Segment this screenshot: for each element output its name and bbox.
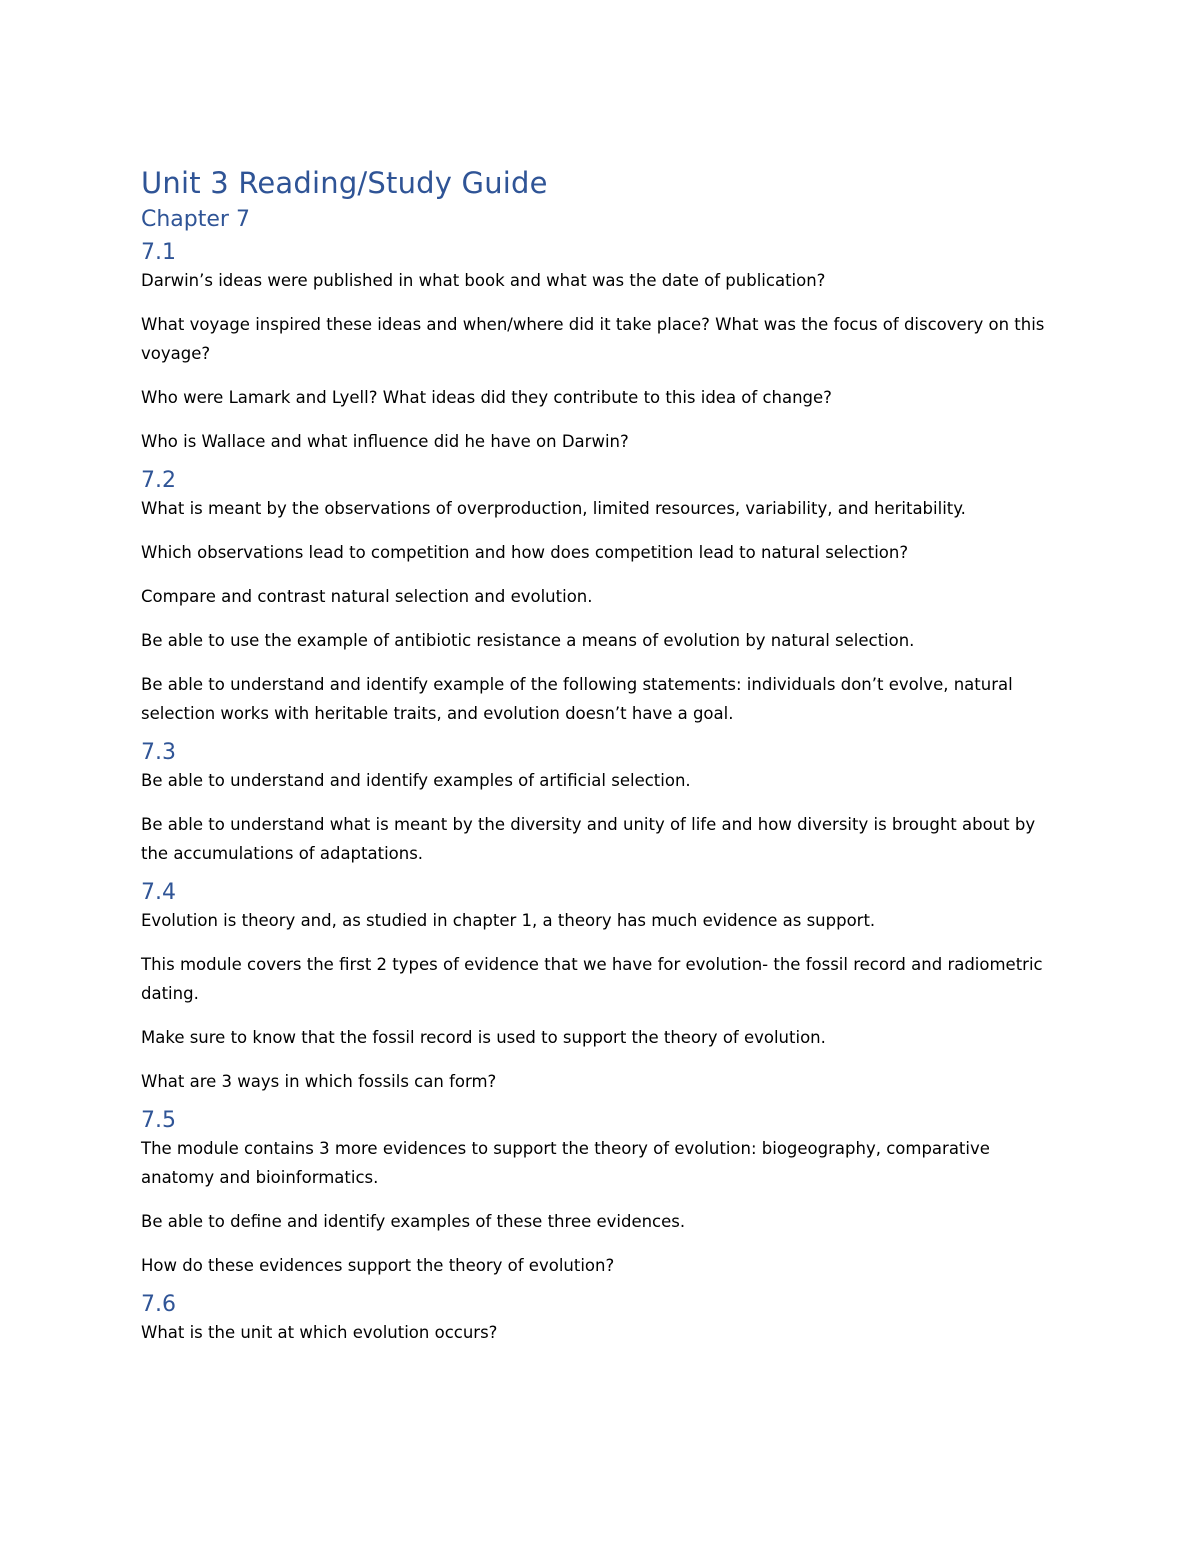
question-paragraph: What is meant by the observations of overproduction, limited resources, variability, and heritability. xyxy=(141,499,966,518)
section-heading: 7.6 xyxy=(141,1292,176,1317)
question-paragraph: What is the unit at which evolution occurs? xyxy=(141,1323,498,1342)
document-page xyxy=(141,165,1066,1348)
section-heading: 7.1 xyxy=(141,240,176,265)
question-paragraph: Be able to define and identify examples of these three evidences. xyxy=(141,1211,686,1231)
question-paragraph: Be able to use the example of antibiotic resistance a means of evolution by natural selection. xyxy=(141,631,915,650)
section-heading: 7.4 xyxy=(141,880,176,905)
section-heading: 7.2 xyxy=(141,468,176,493)
section-7-2 xyxy=(141,467,1066,728)
question-paragraph: Be able to understand and identify example of the following statements: individuals don’t evolve, natural selection works with heritable traits, and evolution doesn’t have a goal. xyxy=(141,675,1013,723)
question-paragraph: Who is Wallace and what influence did he have on Darwin? xyxy=(141,431,629,451)
section-7-3 xyxy=(141,739,1066,868)
question-paragraph: Make sure to know that the fossil record is used to support the theory of evolution. xyxy=(141,1027,826,1047)
question-paragraph: Be able to understand and identify examples of artificial selection. xyxy=(141,771,691,790)
question-paragraph: How do these evidences support the theory of evolution? xyxy=(141,1255,615,1275)
question-paragraph: What voyage inspired these ideas and when/where did it take place? What was the focus of discovery on this voyage? xyxy=(141,315,1045,363)
question-paragraph: Be able to understand what is meant by the diversity and unity of life and how diversity is brought about by the accumulations of adaptations. xyxy=(141,815,1036,863)
question-paragraph: Darwin’s ideas were published in what book and what was the date of publication? xyxy=(141,271,826,290)
question-paragraph: Which observations lead to competition and how does competition lead to natural selection? xyxy=(141,543,909,562)
question-paragraph: Evolution is theory and, as studied in chapter 1, a theory has much evidence as support. xyxy=(141,911,876,930)
section-7-4 xyxy=(141,879,1066,1096)
section-7-6 xyxy=(141,1291,1066,1348)
document-title: Unit 3 Reading/Study Guide xyxy=(141,166,548,200)
question-paragraph: What are 3 ways in which fossils can form? xyxy=(141,1071,497,1091)
question-paragraph: Who were Lamark and Lyell? What ideas did they contribute to this idea of change? xyxy=(141,387,832,407)
section-7-5 xyxy=(141,1107,1066,1280)
question-paragraph: Compare and contrast natural selection and evolution. xyxy=(141,587,593,606)
section-7-1 xyxy=(141,239,1066,456)
section-heading: 7.5 xyxy=(141,1108,176,1133)
chapter-heading: Chapter 7 xyxy=(141,207,250,232)
section-heading: 7.3 xyxy=(141,740,176,765)
question-paragraph: This module covers the first 2 types of evidence that we have for evolution- the fossil record and radiometric dating. xyxy=(141,955,1043,1003)
question-paragraph: The module contains 3 more evidences to support the theory of evolution: biogeography, comparative anatomy and bioinformatics. xyxy=(141,1139,990,1187)
